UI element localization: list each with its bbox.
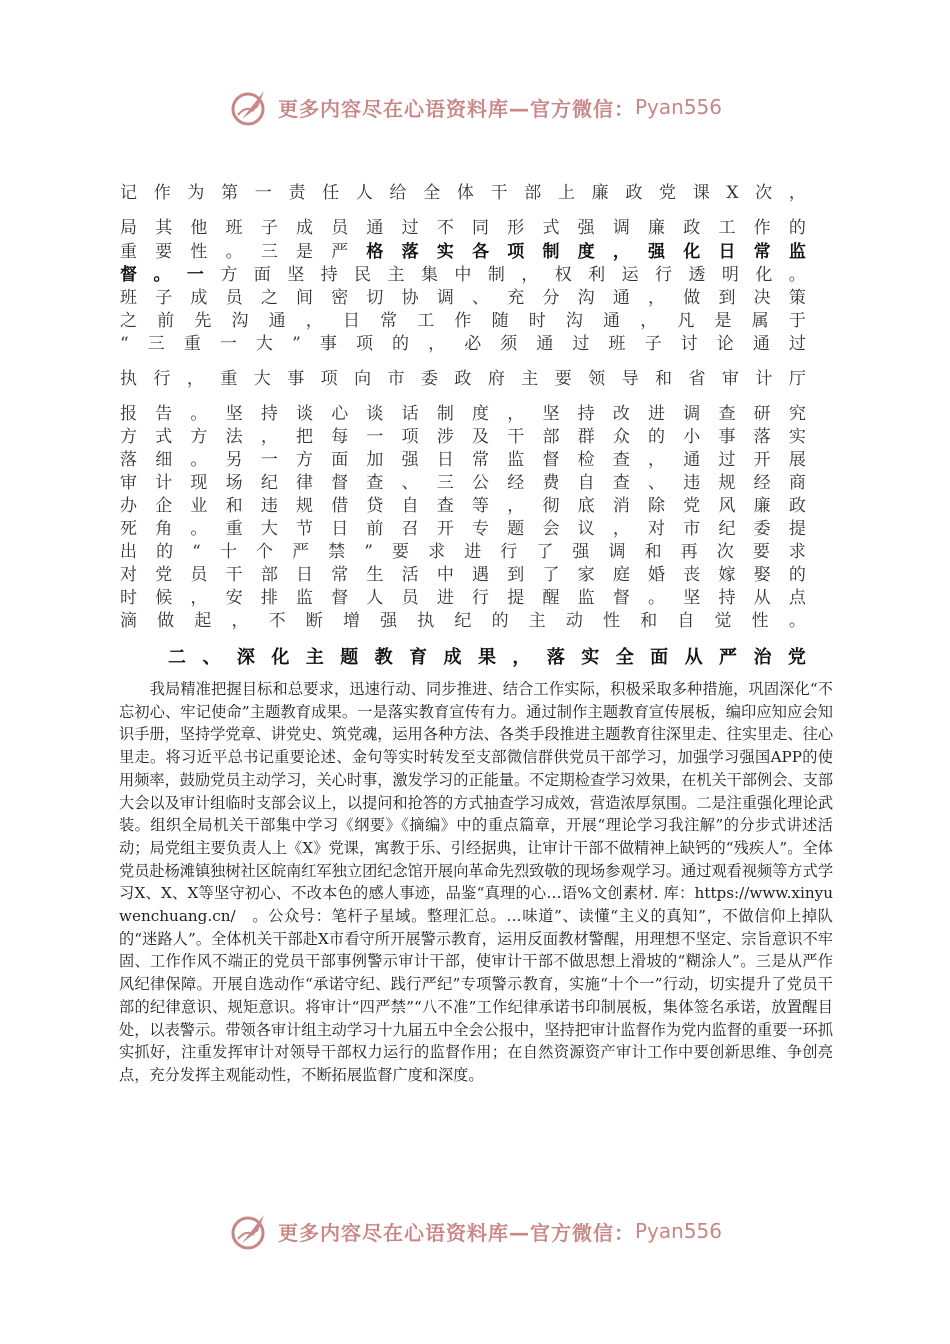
banner-text: 更多内容尽在心语资料库—官方微信：	[277, 1220, 635, 1245]
text-line: 记 作 为 第 一 责 任 人 给 全 体 干 部 上 廉 政 党 课 X 次 ，	[120, 183, 806, 203]
text-line: 对 党 员 干 部 日 常 生 活 中 遇 到 了 家 庭 婚 丧 嫁 娶 的	[120, 565, 806, 585]
text-line: 局 其 他 班 子 成 员 通 过 不 同 形 式 强 调 廉 政 工 作 的	[120, 218, 806, 238]
footer-watermark-banner	[0, 1208, 950, 1254]
text-line: 滴 做 起 ， 不 断 增 强 执 纪 的 主 动 性 和 自 觉 性 。	[120, 611, 806, 631]
section-heading: 二 、 深 化 主 题 教 育 成 果 ， 落 实 全 面 从 严 治 党	[168, 647, 806, 668]
text-line: 审 计 现 场 纪 律 督 查 、 三 公 经 费 自 查 、 违 规 经 商	[120, 473, 806, 493]
text-line: 报 告 。 坚 持 谈 心 谈 话 制 度 ， 坚 持 改 进 调 查 研 究	[120, 404, 806, 424]
text-line: 班 子 成 员 之 间 密 切 协 调 、 充 分 沟 通 ， 做 到 决 策	[120, 288, 806, 308]
text-line: 督 。 一 方 面 坚 持 民 主 集 中 制 ， 权 利 运 行 透 明 化 。	[120, 265, 806, 285]
text-line: 出 的 “ 十 个 严 禁 ” 要 求 进 行 了 强 调 和 再 次 要 求	[120, 542, 806, 562]
text-line: 落 细 。 另 一 方 面 加 强 日 常 监 督 检 查 ， 通 过 开 展	[120, 450, 806, 470]
text-line: 执 行 ， 重 大 事 项 向 市 委 政 府 主 要 领 导 和 省 审 计 厅	[120, 369, 806, 389]
quill-logo-icon	[228, 1209, 272, 1253]
text-line: “ 三 重 一 大 ” 事 项 的 ， 必 须 通 过 班 子 讨 论 通 过	[120, 334, 806, 354]
banner-wechat-id: Pyan556	[634, 95, 722, 119]
banner-wechat-id: Pyan556	[634, 1219, 722, 1243]
text-line: 时 候 ， 安 排 监 督 人 员 进 行 提 醒 监 督 。 坚 持 从 点	[120, 588, 806, 608]
text-line: 重 要 性 。 三 是 严 格 落 实 各 项 制 度 ， 强 化 日 常 监	[120, 242, 806, 262]
body-paragraph: 我局精准把握目标和总要求，迅速行动、同步推进、结合工作实际，积极采取多种措施，巩固深化“不忘初心、牢记使命”主题教育成果。一是落实教育宣传有力。通过制作主题教育宣传展板，编印应知应会知识手册，坚持学党章、讲党史、筑党魂，运用各种方法、各类手段推进主题教育往深里走、往实里走、往心里走。将习近平总书记重要论述、金句等实时转发至支部微信群供党员干部学习，加强学习强国APP的使用频率，鼓励党员主动学习，关心时事，激发学习的正能量。不定期检查学习效果，在机关干部例会、支部大会以及审计组临时支部会议上，以提问和抢答的方式抽查学习成效，营造浓厚氛围。二是注重强化理论武装。组织全局机关干部集中学习《纲要》《摘编》中的重点篇章，开展“理论学习我注解”的分步式讲述活动；局党组主要负责人上《X》党课，寓教于乐、引经据典，让审计干部不做精神上缺钙的“残疾人”。全体党员赴杨滩镇独树社区皖南红军独立团纪念馆开展向革命先烈致敬的现场参观学习。通过观看视频等方式学习X、X、X等坚守初心、不改本色的感人事迹，品鉴“真理的心…语%文创素材. 库：https://www.xinyuwenchuang.cn/ 。公众号：笔杆子星域。整理汇总。…味道”、读懂“主义的真知”，不做信仰上掉队的“迷路人”。全体机关干部赴X市看守所开展警示教育，运用反面教材警醒，用理想不坚定、宗旨意识不牢固、工作作风不端正的党员干部事例警示审计干部，使审计干部不做思想上滑坡的“糊涂人”。三是从严作风纪律保障。开展自选动作“承诺守纪、践行严纪”专项警示教育，实施“十个一”行动，切实提升了党员干部的纪律意识、规矩意识。将审计“四严禁”“八不准”工作纪律承诺书印制展板，集体签名承诺，放置醒目处，以表警示。带领各审计组主动学习十九届五中全会公报中，坚持把审计监督作为党内监督的重要一环抓实抓好，注重发挥审计对领导干部权力运行的监督作用；在自然资源资产审计工作中要创新思维、争创亮点，充分发挥主观能动性，不断拓展监督广度和深度。	[119, 680, 833, 1084]
text-line: 方 式 方 法 ， 把 每 一 项 涉 及 干 部 群 众 的 小 事 落 实	[120, 427, 806, 447]
header-watermark-banner	[0, 84, 950, 130]
text-line: 死 角 。 重 大 节 日 前 召 开 专 题 会 议 ， 对 市 纪 委 提	[120, 519, 806, 539]
text-line: 办 企 业 和 违 规 借 贷 自 查 等 ， 彻 底 消 除 党 风 廉 政	[120, 496, 806, 516]
text-line: 之 前 先 沟 通 ， 日 常 工 作 随 时 沟 通 ， 凡 是 属 于	[120, 311, 806, 331]
quill-logo-icon	[228, 85, 272, 129]
banner-text: 更多内容尽在心语资料库—官方微信：	[277, 96, 635, 121]
